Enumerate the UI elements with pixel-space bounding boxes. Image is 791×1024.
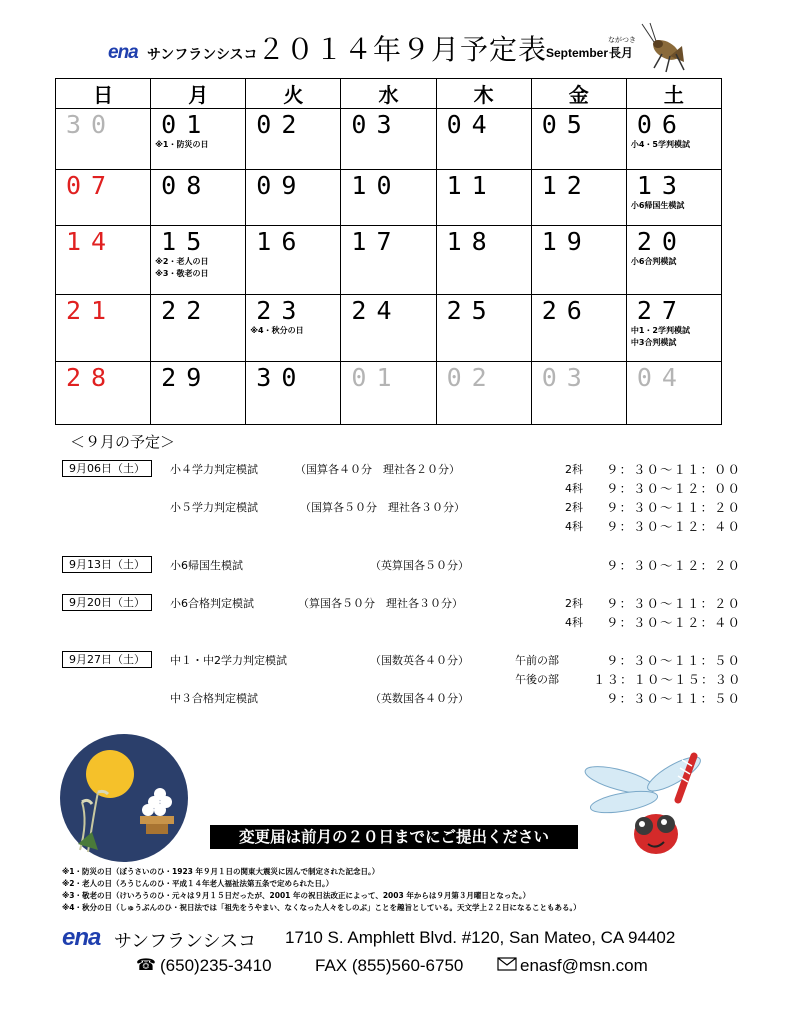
calendar-day-cell	[151, 109, 246, 170]
footnote: ※3・敬老の日（けいろうのひ・元々は９月１５日だったが、2001 年の祝日法改正によって、2003 年からは９月第３月曜日となった。）	[62, 891, 531, 900]
calendar-day-cell	[341, 169, 436, 226]
exam-name: 中３合格判定模試	[170, 692, 258, 705]
calendar-day-cell	[246, 295, 341, 362]
day-number: 08	[161, 170, 212, 200]
calendar-day-cell	[151, 362, 246, 425]
calendar-day-cell	[436, 362, 531, 425]
calendar-day-cell	[246, 362, 341, 425]
exam-time: ９：３０〜１２：２０	[606, 558, 742, 573]
subject-count: 4科	[565, 616, 583, 629]
day-event-note: ※3・敬老の日	[155, 269, 209, 279]
exam-time: ９：３０〜１１：５０	[606, 653, 742, 668]
calendar-day-cell	[341, 295, 436, 362]
exam-subjects: （国数英各４０分）	[370, 654, 469, 667]
notice-banner: 変更届は前月の２０日までにご提出ください	[210, 825, 578, 849]
exam-time: ９：３０〜１１：５０	[606, 691, 742, 706]
phone-icon: ☎	[136, 955, 156, 974]
day-number: 26	[541, 296, 592, 326]
weekday-thu: 木	[436, 79, 531, 109]
calendar-day-cell	[341, 109, 436, 170]
footer-email[interactable]: enasf@msn.com	[520, 956, 648, 975]
calendar-day-cell	[151, 295, 246, 362]
weekday-sat: 土	[626, 79, 721, 109]
day-number: 29	[161, 363, 212, 393]
weekday-fri: 金	[531, 79, 626, 109]
day-number: 17	[351, 227, 402, 257]
day-number: 04	[446, 110, 497, 139]
day-event-note: ※2・老人の日	[155, 257, 209, 267]
exam-subjects: （国算各５０分 理社各３０分）	[300, 501, 465, 514]
footnote: ※1・防災の日（ぼうさいのひ・1923 年９月１日の関東大震災に因んで制定された記念日。）	[62, 867, 380, 876]
exam-time: ９：３０〜１１：２０	[606, 596, 742, 611]
session-label: 午前の部	[515, 654, 559, 667]
day-event-note: 小6帰国生模試	[630, 200, 685, 210]
exam-name: 小４学力判定模試	[170, 463, 258, 476]
calendar-week-row	[56, 295, 722, 362]
calendar-day-cell	[626, 226, 721, 295]
exam-time: ９：３０〜１１：２０	[606, 500, 742, 515]
calendar-day-cell	[341, 226, 436, 295]
subject-count: 4科	[565, 520, 583, 533]
weekday-header-row	[56, 79, 722, 109]
day-number: 16	[256, 227, 307, 257]
moon-viewing-illustration	[58, 732, 190, 864]
day-number: 24	[351, 296, 402, 326]
exam-subjects: （英算国各５０分）	[370, 559, 469, 572]
day-number: 04	[636, 363, 687, 393]
calendar-day-cell	[436, 169, 531, 226]
day-number: 11	[446, 170, 497, 200]
day-event-note: ※1・防災の日	[155, 140, 209, 149]
subject-count: 2科	[565, 463, 583, 476]
exam-name: 中１・中2学力判定模試	[170, 654, 287, 667]
day-number: 01	[161, 110, 212, 139]
calendar-week-row	[56, 169, 722, 226]
exam-time: ９：３０〜１２：４０	[606, 615, 742, 630]
schedule-date: 9月13日（土）	[62, 556, 152, 573]
day-number: 13	[636, 170, 687, 200]
day-number: 06	[636, 110, 687, 139]
weekday-tue: 火	[246, 79, 341, 109]
calendar-week-row	[56, 109, 722, 170]
calendar-day-cell	[436, 226, 531, 295]
day-event-note: 中3合判模試	[630, 338, 677, 348]
day-number: 27	[636, 296, 687, 326]
mail-icon	[497, 957, 517, 971]
day-number: 15	[161, 227, 212, 257]
day-number: 25	[446, 296, 497, 326]
calendar-day-cell	[151, 226, 246, 295]
day-number: 30	[256, 363, 307, 393]
calendar-day-cell	[56, 109, 151, 170]
calendar-day-cell	[246, 169, 341, 226]
calendar-day-cell	[56, 169, 151, 226]
calendar-week-row	[56, 362, 722, 425]
day-number: 20	[636, 227, 687, 257]
day-event-note: 小6合判模試	[630, 257, 677, 267]
footnote: ※2・老人の日（ろうじんのひ・平成１４年老人福祉法第五条で定められた日。）	[62, 879, 334, 888]
exam-subjects: （英数国各４０分）	[370, 692, 469, 705]
footer-phone[interactable]: (650)235-3410	[160, 956, 272, 975]
day-number: 07	[66, 170, 117, 200]
schedule-title: ＜９月の予定＞	[70, 433, 176, 451]
calendar-week-row	[56, 226, 722, 295]
ena-logo: ena	[108, 42, 138, 63]
day-number: 09	[256, 170, 307, 200]
session-label: 午後の部	[515, 673, 559, 686]
subject-count: 4科	[565, 482, 583, 495]
day-number: 02	[446, 363, 497, 393]
day-event-note: 小4・5学判模試	[630, 140, 690, 149]
calendar-day-cell	[531, 226, 626, 295]
day-number: 05	[541, 110, 592, 139]
day-number: 03	[541, 363, 592, 393]
calendar-day-cell	[436, 295, 531, 362]
footer-fax: FAX (855)560-6750	[315, 956, 464, 975]
calendar-day-cell	[531, 362, 626, 425]
day-number: 10	[351, 170, 402, 200]
month-calendar	[55, 78, 722, 425]
day-number: 02	[256, 110, 307, 139]
calendar-day-cell	[436, 109, 531, 170]
day-number: 23	[256, 296, 307, 326]
day-number: 01	[351, 363, 402, 393]
day-number: 03	[351, 110, 402, 139]
calendar-day-cell	[56, 362, 151, 425]
day-number: 30	[66, 110, 117, 139]
footer-address: 1710 S. Amphlett Blvd. #120, San Mateo, CA 94402	[285, 928, 676, 947]
exam-name: 小５学力判定模試	[170, 501, 258, 514]
day-number: 18	[446, 227, 497, 257]
schedule-date: 9月06日（土）	[62, 460, 152, 477]
footer-school-name: サンフランシスコ	[114, 931, 257, 952]
calendar-day-cell	[56, 295, 151, 362]
page-title: ２０１４年９月予定表	[257, 33, 548, 66]
exam-time: ９：３０〜１２：００	[606, 481, 742, 496]
subject-count: 2科	[565, 597, 583, 610]
calendar-day-cell	[626, 109, 721, 170]
dragonfly-illustration	[582, 752, 712, 860]
calendar-day-cell	[531, 169, 626, 226]
calendar-day-cell	[151, 169, 246, 226]
calendar-day-cell	[626, 362, 721, 425]
calendar-day-cell	[341, 362, 436, 425]
weekday-mon: 月	[151, 79, 246, 109]
exam-name: 小6帰国生模試	[170, 559, 243, 572]
day-number: 12	[541, 170, 592, 200]
day-number: 22	[161, 296, 212, 326]
footer-ena-logo: ena	[62, 924, 101, 951]
weekday-sun: 日	[56, 79, 151, 109]
schedule-date: 9月27日（土）	[62, 651, 152, 668]
exam-time: １３：１０〜１５：３０	[593, 672, 742, 687]
calendar-day-cell	[246, 109, 341, 170]
day-number: 14	[66, 227, 117, 257]
exam-subjects: （国算各４０分 理社各２０分）	[295, 463, 460, 476]
school-name: サンフランシスコ	[147, 47, 258, 63]
calendar-day-cell	[626, 169, 721, 226]
footnote: ※4・秋分の日（しゅうぶんのひ・祝日法では「祖先をうやまい、なくなった人々をしのぶ」ことを趣旨としている。天文学上２２日になることもある。）	[62, 903, 581, 912]
day-number: 19	[541, 227, 592, 257]
calendar-day-cell	[531, 295, 626, 362]
schedule-date: 9月20日（土）	[62, 594, 152, 611]
exam-name: 小6合格判定模試	[170, 597, 254, 610]
month-name-japanese: 長月	[609, 46, 634, 60]
month-name-english: September	[546, 46, 609, 60]
subject-count: 2科	[565, 501, 583, 514]
weekday-wed: 水	[341, 79, 436, 109]
day-number: 21	[66, 296, 117, 326]
exam-time: ９：３０〜１２：４０	[606, 519, 742, 534]
day-number: 28	[66, 363, 117, 393]
exam-time: ９：３０〜１１：００	[606, 462, 742, 477]
cricket-illustration	[640, 22, 688, 74]
calendar-day-cell	[246, 226, 341, 295]
calendar-day-cell	[56, 226, 151, 295]
calendar-day-cell	[531, 109, 626, 170]
month-ruby: ながつき	[608, 36, 636, 44]
exam-subjects: （算国各５０分 理社各３０分）	[298, 597, 463, 610]
calendar-day-cell	[626, 295, 721, 362]
day-event-note: ※4・秋分の日	[250, 326, 304, 336]
day-event-note: 中1・2学判模試	[630, 326, 690, 336]
